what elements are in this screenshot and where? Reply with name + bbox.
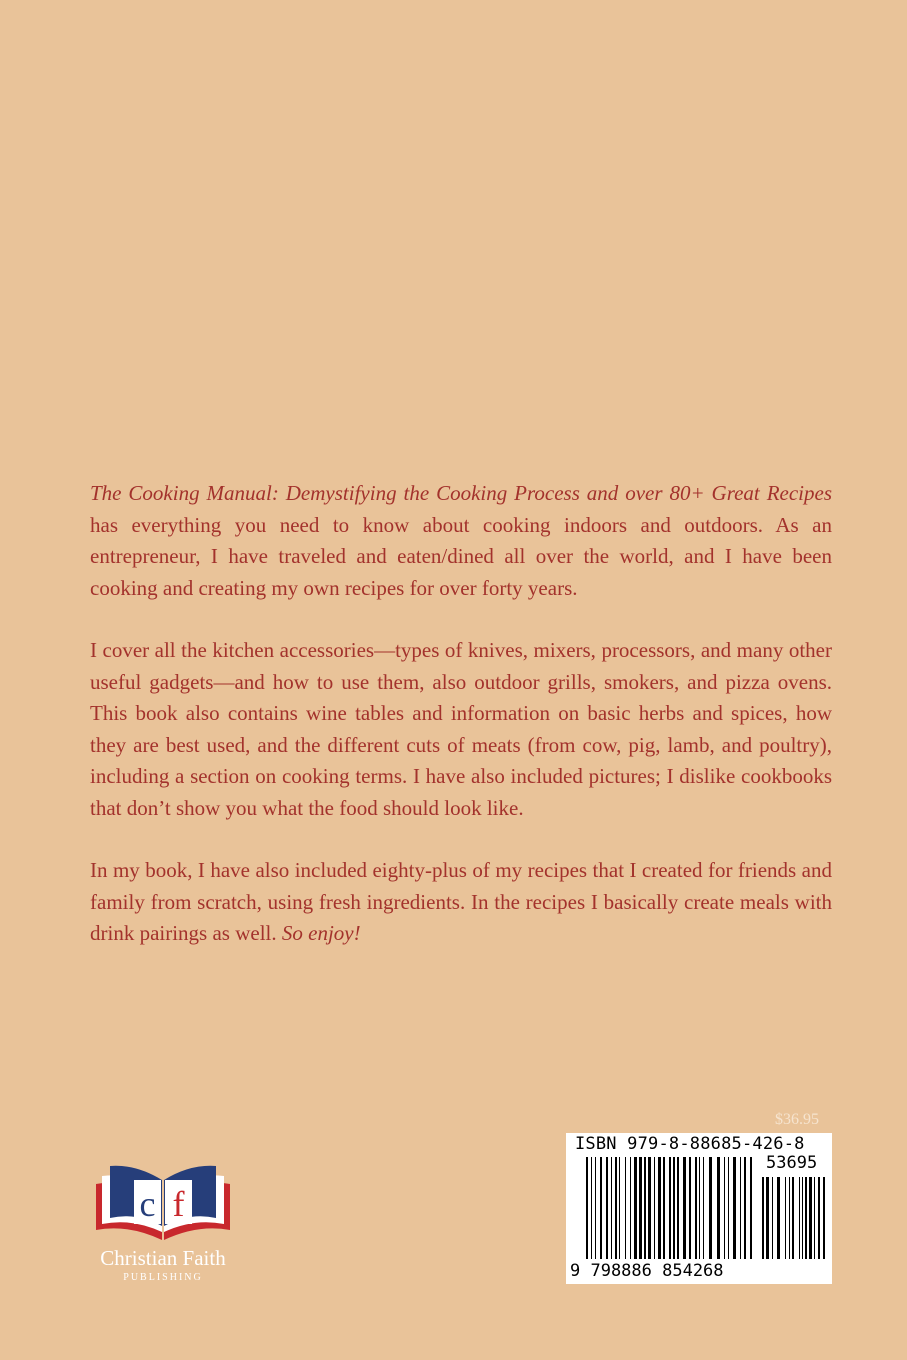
book-title-italic: The Cooking Manual: Demystifying the Cooking Process and over 80+ Great Recipes <box>90 481 832 505</box>
open-book-icon <box>88 1158 238 1248</box>
blurb-paragraph-3-text: In my book, I have also included eighty-plus of my recipes that I created for friends and family from scratch, using fresh ingredients. In the recipes I basically create meals with drink pairings as well. <box>90 858 832 945</box>
blurb-paragraph-1-text: has everything you need to know about cooking indoors and outdoors. As an entrepreneur, I have traveled and eaten/dined all over the world, and I have been cooking and creating my own recipes for over forty years. <box>90 512 832 600</box>
price-label: $36.95 <box>775 1111 819 1128</box>
publisher-logo <box>88 1158 238 1298</box>
publisher-subtitle: PUBLISHING <box>123 1272 203 1283</box>
blurb-paragraph-3 <box>90 855 832 950</box>
isbn-text: ISBN 979-8-88685-426-8 <box>575 1134 805 1154</box>
monogram-c: c <box>139 1184 156 1224</box>
blurb-paragraph-2: I cover all the kitchen accessories—types of knives, mixers, processors, and many other useful gadgets—and how to use them, also outdoor grills, smokers, and pizza ovens. This book also contains wine tables and information on basic herbs and spices, how they are best used, and the different cuts of meats (from cow, pig, lamb, and poultry), including a section on cooking terms. I have also included pictures; I dislike cookbooks that don’t show you what the food should look like. <box>90 638 832 820</box>
isbn-barcode <box>566 1133 832 1284</box>
barcode-price-code: 53695 <box>766 1153 818 1173</box>
blurb-paragraph-1 <box>90 478 832 604</box>
so-enjoy-italic: So enjoy! <box>281 921 361 945</box>
barcode-digits: 9 798886 854268 <box>570 1261 724 1281</box>
back-cover-blurb <box>90 478 832 981</box>
monogram-f: f <box>172 1184 185 1224</box>
publisher-name: Christian Faith <box>100 1246 226 1270</box>
